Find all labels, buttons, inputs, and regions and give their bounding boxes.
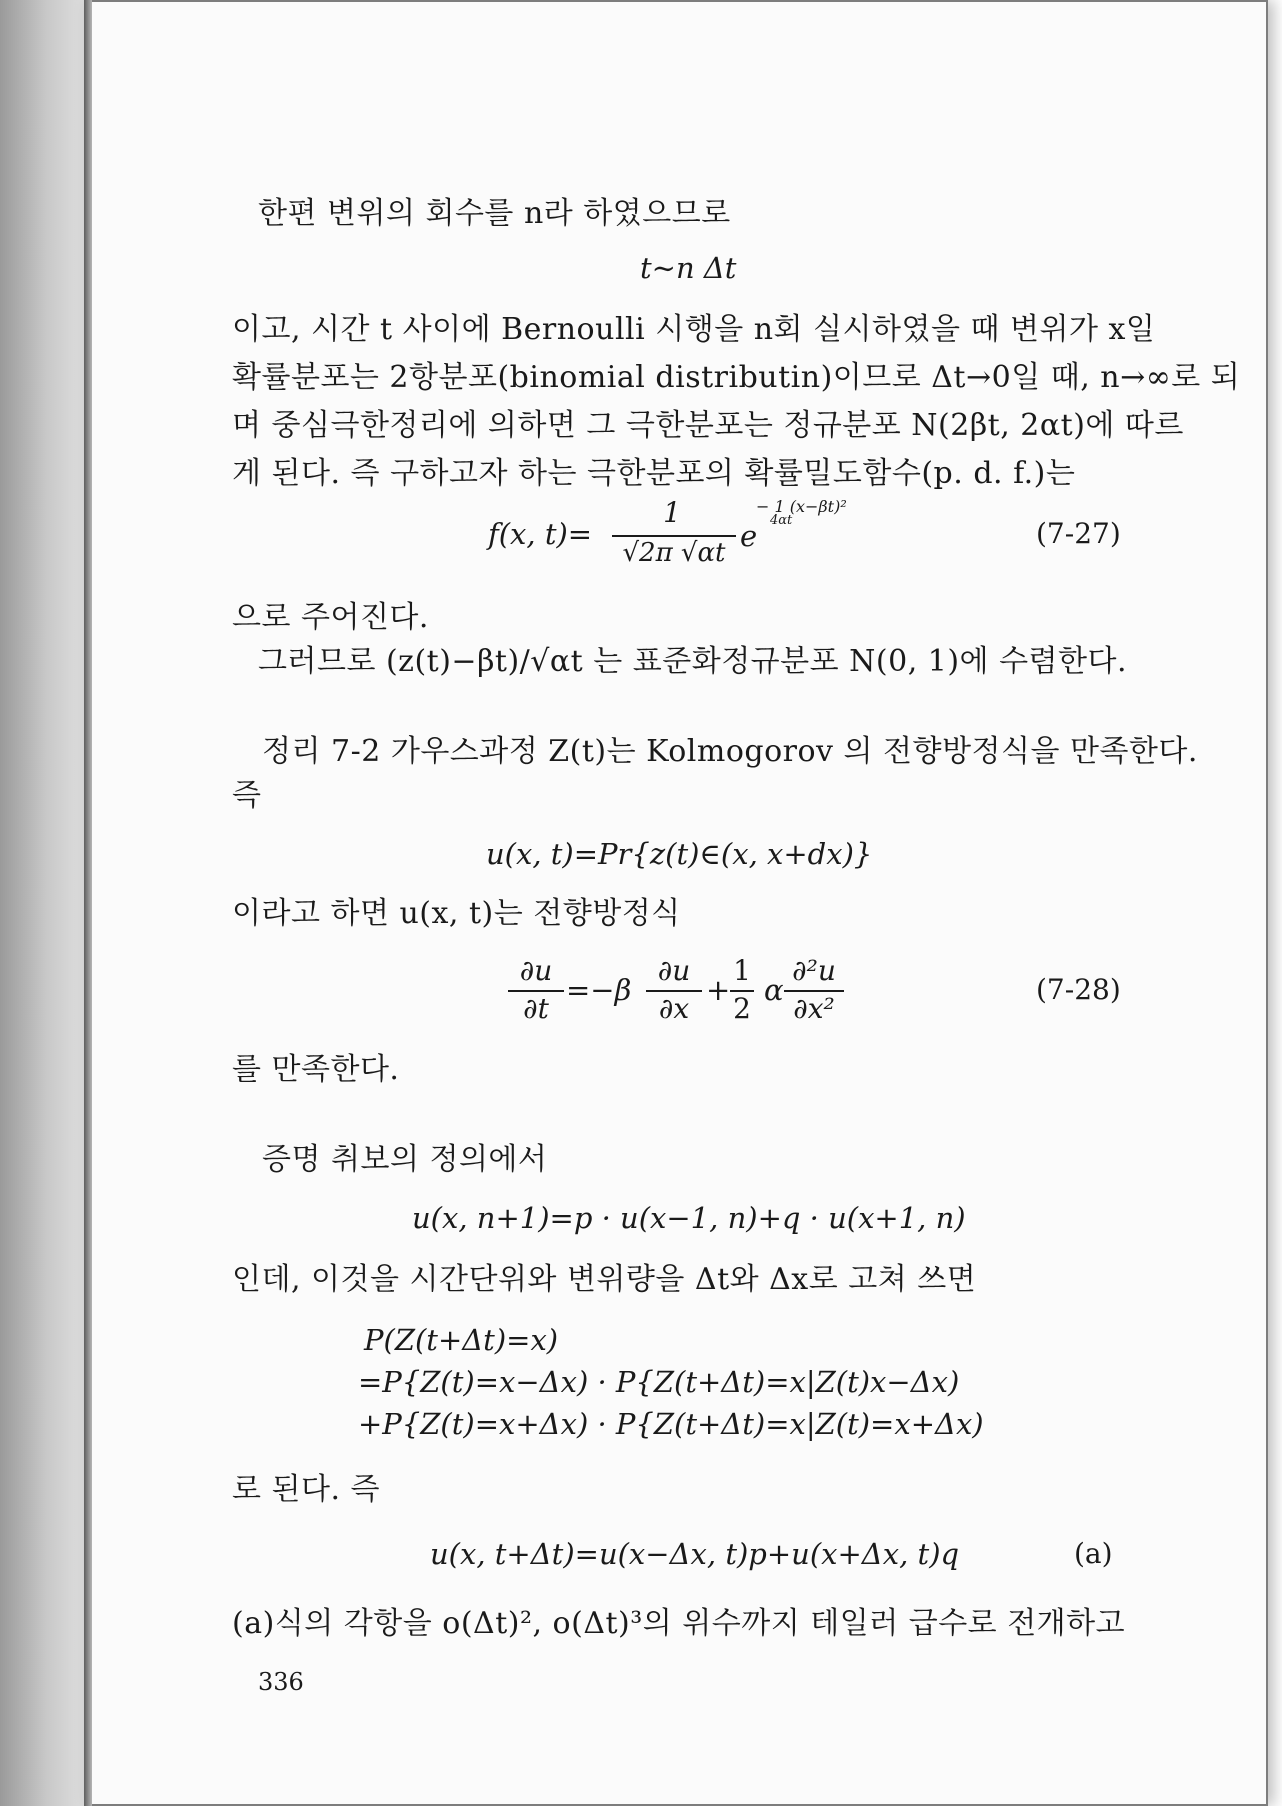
equation-number: (a)	[1074, 1537, 1113, 1570]
equation-a: u(x, t+Δt)=u(x−Δx, t)p+u(x+Δx, t)q	[430, 1537, 960, 1571]
equation-u-definition: u(x, t)=Pr{z(t)∈(x, x+dx)}	[486, 837, 873, 871]
text-line: 한편 변위의 회수를 n라 하였으므로	[258, 196, 731, 231]
eq-7-28-frac4-num: ∂²u	[792, 954, 836, 987]
text-line: 를 만족한다.	[232, 1052, 400, 1087]
text-line: (a)식의 각항을 o(Δt)², o(Δt)³의 위수까지 테일러 급수로 전개하고	[232, 1606, 1126, 1641]
eq-7-28-frac2-den: ∂x	[658, 992, 690, 1025]
text-line: 이고, 시간 t 사이에 Bernoulli 시행을 n회 실시하였을 때 변위가 x일	[232, 312, 1156, 347]
equation-line: =P{Z(t)=x−Δx) · P{Z(t+Δt)=x|Z(t)x−Δx)	[358, 1365, 960, 1399]
equation-t-n-dt: t∼n Δt	[640, 251, 737, 285]
eq-7-27-denominator: √2π √αt	[622, 538, 726, 568]
text-line: 이라고 하면 u(x, t)는 전향방정식	[232, 896, 681, 931]
text-line: 확률분포는 2항분포(binomial distributin)이므로 Δt→0일 때, n→∞로 되	[232, 360, 1241, 395]
equation-line: +P{Z(t)=x+Δx) · P{Z(t+Δt)=x|Z(t)=x+Δx)	[358, 1407, 984, 1441]
eq-7-28-plus: +	[706, 973, 731, 1007]
text-line: 게 된다. 즉 구하고자 하는 극한분포의 확률밀도함수(p. d. f.)는	[232, 456, 1076, 491]
exp-superscript-denominator: 4αt	[770, 513, 793, 528]
text-line: 그러므로 (z(t)−βt)/√αt 는 표준화정규분포 N(0, 1)에 수렴한다.	[258, 644, 1128, 679]
eq-7-28-frac2-num: ∂u	[657, 954, 691, 987]
book-spine	[0, 0, 84, 1806]
exp-base: e	[740, 519, 758, 553]
equation-number: (7-27)	[1036, 517, 1121, 550]
proof-heading: 증명 취보의 정의에서	[262, 1142, 548, 1177]
eq-7-28-frac1-den: ∂t	[523, 992, 549, 1025]
eq-7-28-frac3-num: 1	[733, 954, 751, 987]
theorem-heading: 정리 7-2 가우스과정 Z(t)는 Kolmogorov 의 전향방정식을 만족한다.	[262, 734, 1198, 769]
eq-7-28-frac4-den: ∂x²	[793, 992, 835, 1025]
page-number: 336	[258, 1668, 304, 1696]
text-line: 으로 주어진다.	[232, 600, 429, 635]
page-edge	[84, 0, 92, 1806]
eq-7-28-frac3-den: 2	[733, 992, 751, 1025]
eq-7-28-mid: =−β	[566, 973, 632, 1007]
text-line: 인데, 이것을 시간단위와 변위량을 Δt와 Δx로 고쳐 쓰면	[232, 1262, 977, 1297]
text-line: 로 된다. 즉	[232, 1472, 381, 1507]
equation-number: (7-28)	[1036, 973, 1121, 1006]
equation-line: P(Z(t+Δt)=x)	[364, 1323, 559, 1357]
eq-7-28-alpha: α	[764, 973, 784, 1007]
fraction-bar	[612, 535, 736, 537]
text-line: 며 중심극한정리에 의하면 그 극한분포는 정규분포 N(2βt, 2αt)에 따르	[232, 408, 1184, 443]
text-line: 즉	[232, 778, 262, 813]
eq-7-27-lhs: f(x, t)=	[488, 517, 593, 551]
eq-7-28-frac1-num: ∂u	[519, 954, 553, 987]
equation-random-walk: u(x, n+1)=p · u(x−1, n)+q · u(x+1, n)	[412, 1201, 966, 1235]
eq-7-27-numerator: 1	[663, 496, 681, 529]
exp-superscript: − 1 (x−βt)²	[756, 497, 847, 516]
